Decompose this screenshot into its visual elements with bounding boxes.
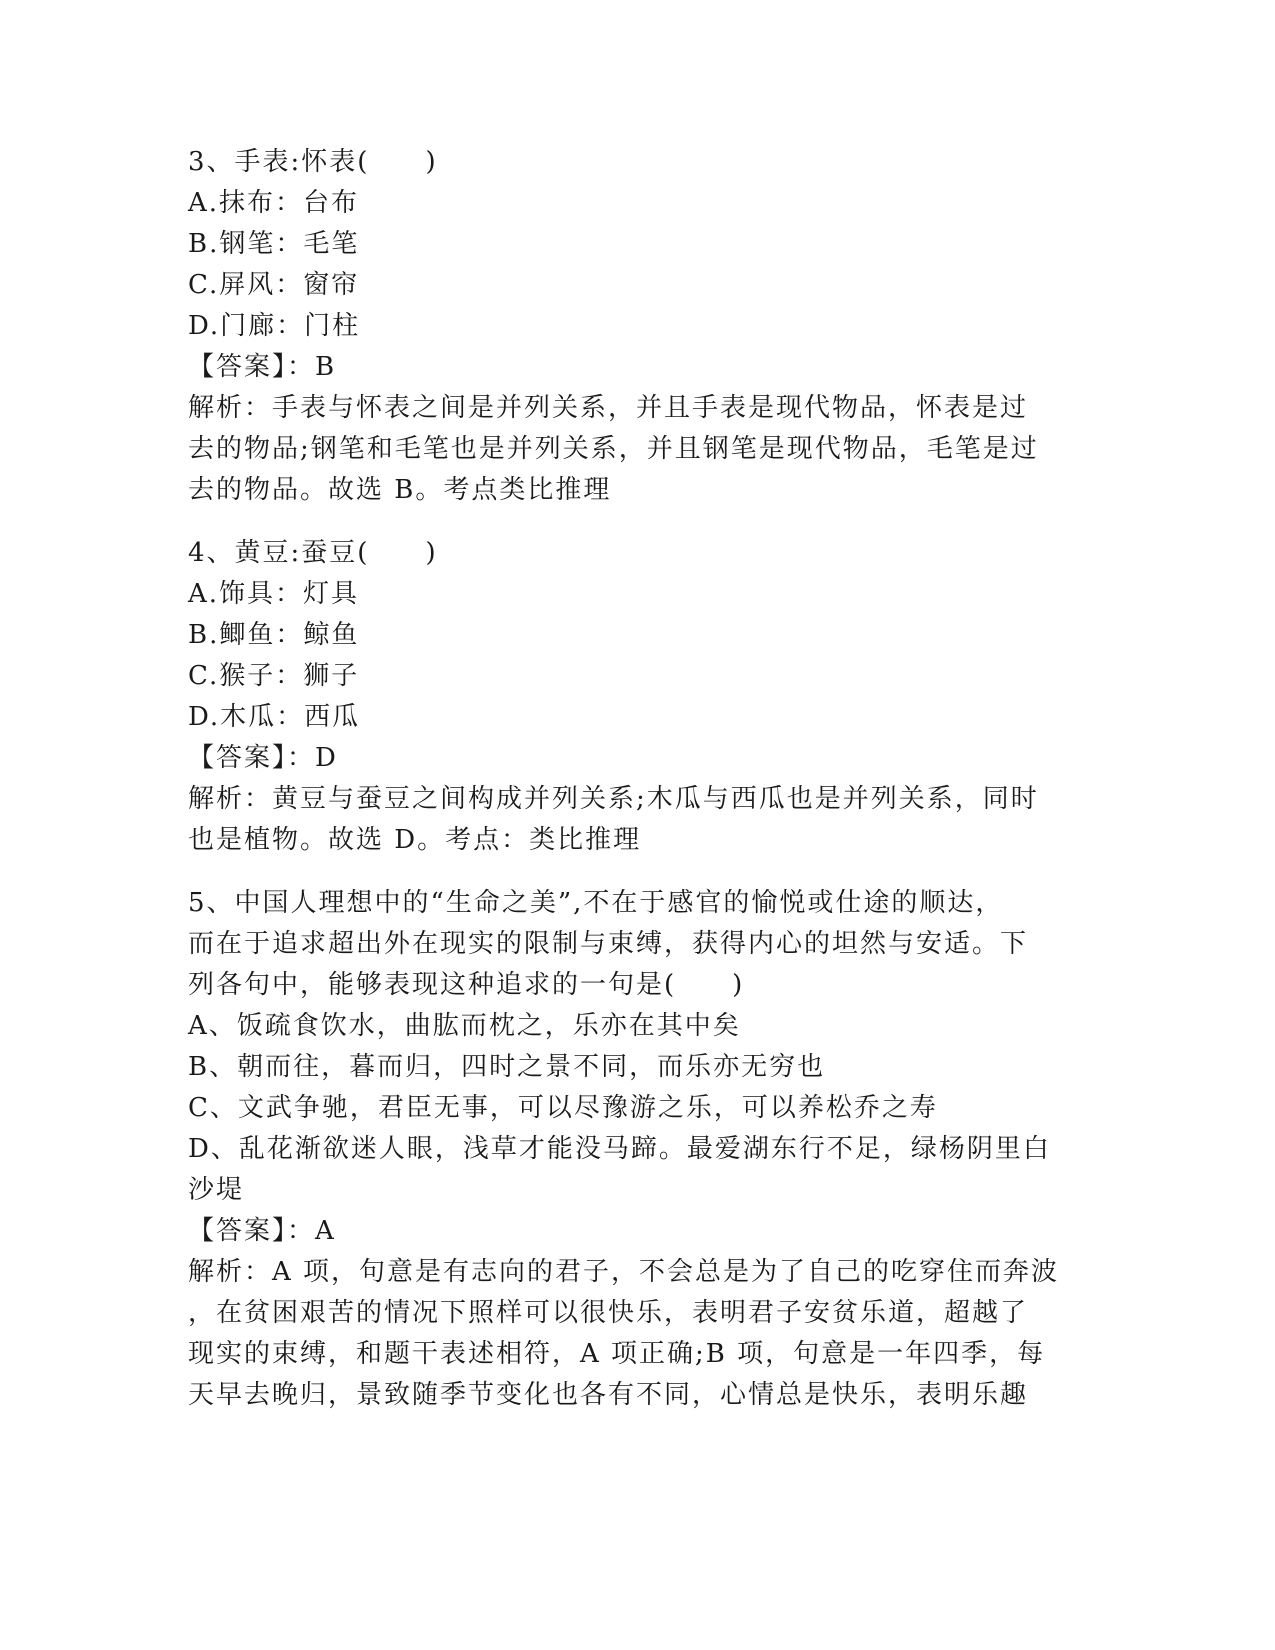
- question-4-option-d: D.木瓜：西瓜: [188, 702, 361, 732]
- question-3-option-b: B.钢笔：毛笔: [188, 229, 360, 259]
- question-3-answer: 【答案】：B: [188, 352, 337, 382]
- question-5-stem-line: 列各句中，能够表现这种追求的一句是( ): [188, 970, 745, 1000]
- question-5-option-d-continued: 沙堤: [188, 1175, 245, 1205]
- question-3-stem: 3、手表:怀表( ): [188, 147, 438, 177]
- question-5-answer: 【答案】：A: [188, 1216, 336, 1246]
- question-4-analysis-line: 也是植物。故选 D。考点：类比推理: [188, 825, 642, 855]
- question-3-option-d: D.门廊：门柱: [188, 311, 361, 341]
- question-3-option-c: C.屏风：窗帘: [188, 270, 360, 300]
- question-4-option-c: C.猴子：狮子: [188, 661, 360, 691]
- question-5-analysis-line: 解析：A 项，句意是有志向的君子，不会总是为了自己的吃穿住而奔波: [188, 1257, 1060, 1287]
- question-4-option-a: A.饰具：灯具: [188, 579, 360, 609]
- question-4-option-b: B.鲫鱼：鲸鱼: [188, 620, 360, 650]
- question-5-option-c: C、文武争驰，君臣无事，可以尽豫游之乐，可以养松乔之寿: [188, 1093, 938, 1123]
- question-4-analysis-line: 解析：黄豆与蚕豆之间构成并列关系;木瓜与西瓜也是并列关系，同时: [188, 784, 1039, 814]
- question-3-analysis-line: 去的物品。故选 B。考点类比推理: [188, 475, 612, 505]
- question-5-stem-line: 而在于追求超出外在现实的限制与束缚，获得内心的坦然与安适。下: [188, 929, 1029, 959]
- question-5-option-d: D、乱花渐欲迷人眼，浅草才能没马蹄。最爱湖东行不足，绿杨阴里白: [188, 1134, 1051, 1164]
- question-3-analysis-line: 解析：手表与怀表之间是并列关系，并且手表是现代物品，怀表是过: [188, 393, 1029, 423]
- question-3-option-a: A.抹布：台布: [188, 188, 360, 218]
- question-5-analysis-line: 天早去晚归，景致随季节变化也各有不同，心情总是快乐，表明乐趣: [188, 1380, 1029, 1410]
- question-4-answer: 【答案】：D: [188, 743, 338, 773]
- question-3-analysis-line: 去的物品;钢笔和毛笔也是并列关系，并且钢笔是现代物品，毛笔是过: [188, 434, 1039, 464]
- question-5-analysis-line: 现实的束缚，和题干表述相符，A 项正确;B 项，句意是一年四季，每: [188, 1339, 1046, 1369]
- question-4-stem: 4、黄豆:蚕豆( ): [188, 538, 438, 568]
- question-5-stem-line: 5、中国人理想中的“生命之美”,不在于感官的愉悦或仕途的顺达，: [188, 888, 1004, 918]
- question-5-analysis-line: ，在贫困艰苦的情况下照样可以很快乐，表明君子安贫乐道，超越了: [188, 1298, 1029, 1328]
- question-5-option-a: A、饭疏食饮水，曲肱而枕之，乐亦在其中矣: [188, 1011, 741, 1041]
- question-5-option-b: B、朝而往，暮而归，四时之景不同，而乐亦无穷也: [188, 1052, 826, 1082]
